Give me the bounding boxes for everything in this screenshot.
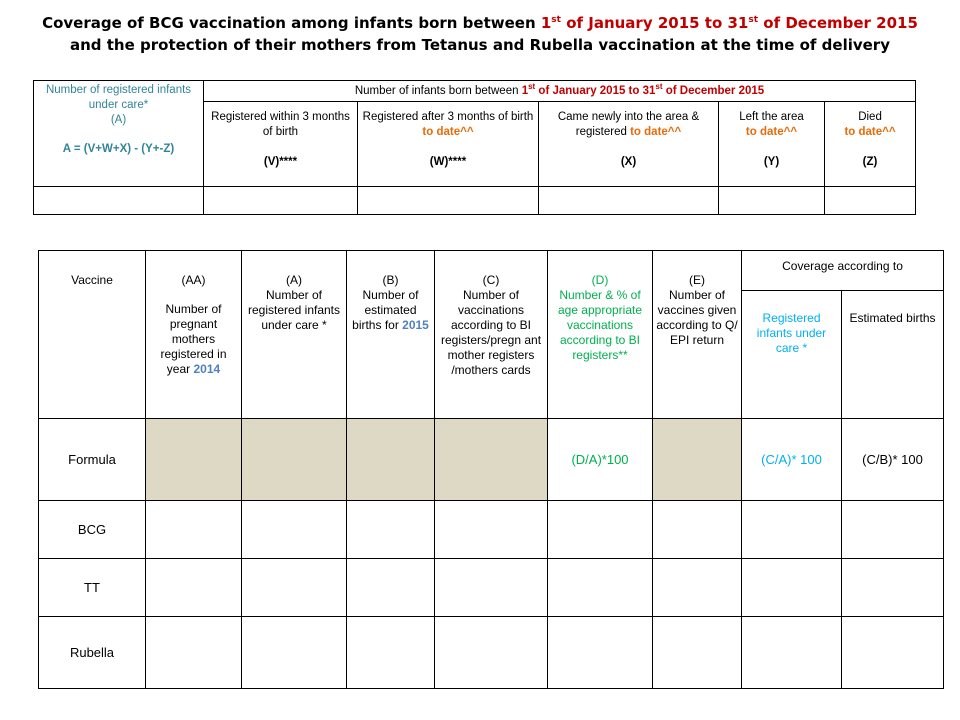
vaccination-coverage-table [38,250,944,689]
header-vaccine: Vaccine [39,251,146,419]
cell-formula-c [435,419,548,501]
header-registered-infants: Number of registered infants under care* (A) A = (V+W+X) - (Y+-Z) [34,81,204,187]
table-cell[interactable] [242,617,347,689]
formula-a: A = (V+W+X) - (Y+-Z) [62,143,175,155]
cell-z[interactable] [825,187,916,215]
cell-formula-b [347,419,435,501]
table-cell[interactable] [242,559,347,617]
cell-formula-registered: (C/A)* 100 [742,419,842,501]
header-aa: (AA) Number of pregnant mothers registered in year 2014 [146,251,242,419]
table-cell[interactable] [435,617,548,689]
cell-formula-a [242,419,347,501]
table-cell[interactable] [146,617,242,689]
table-cell[interactable] [742,617,842,689]
table-cell[interactable] [742,559,842,617]
title-text: Coverage of BCG vaccination among infants born between [42,14,541,32]
table-cell[interactable] [435,501,548,559]
header-v: Registered within 3 months of birth (V)**** [204,102,358,187]
table-cell[interactable] [347,559,435,617]
header-w: Registered after 3 months of birth to date^^ (W)**** [358,102,539,187]
table-cell[interactable] [435,559,548,617]
header-x: Came newly into the area & registered to date^^ (X) [539,102,719,187]
table-cell[interactable] [548,559,653,617]
cell-formula-e [653,419,742,501]
table-cell[interactable] [146,501,242,559]
table-cell[interactable] [347,501,435,559]
header-e: (E) Number of vaccines given according to Q/ EPI return [653,251,742,419]
header-z: Died to date^^ (Z) [825,102,916,187]
header-infants-born: Number of infants born between 1st of January 2015 to 31st of December 2015 [204,81,916,102]
cell-y[interactable] [719,187,825,215]
row-label-rubella: Rubella [39,617,146,689]
cell-v[interactable] [204,187,358,215]
table-cell[interactable] [653,501,742,559]
header-c: (C) Number of vaccinations according to BI registers/pregn ant mother registers /mothers cards [435,251,548,419]
header-coverage-estimated: Estimated births [842,291,944,419]
cell-formula-d: (D/A)*100 [548,419,653,501]
table-cell[interactable] [842,617,944,689]
table-cell[interactable] [347,617,435,689]
cell-formula-estimated: (C/B)* 100 [842,419,944,501]
row-label-bcg: BCG [39,501,146,559]
row-label-formula: Formula [39,419,146,501]
cell-formula-aa [146,419,242,501]
cell-w[interactable] [358,187,539,215]
table-cell[interactable] [548,501,653,559]
row-label-tt: TT [39,559,146,617]
cell-a[interactable] [34,187,204,215]
table-cell[interactable] [242,501,347,559]
table-cell[interactable] [842,501,944,559]
header-b: (B) Number of estimated births for 2015 [347,251,435,419]
table-cell[interactable] [742,501,842,559]
title-line-1 [0,12,960,34]
table-cell[interactable] [842,559,944,617]
table-cell[interactable] [548,617,653,689]
cell-x[interactable] [539,187,719,215]
document-title [0,12,960,56]
title-line-2: and the protection of their mothers from Tetanus and Rubella vaccination at the time of delivery [70,36,890,54]
table-cell[interactable] [653,559,742,617]
header-coverage-registered: Registered infants under care * [742,291,842,419]
header-y: Left the area to date^^ (Y) [719,102,825,187]
table-cell[interactable] [146,559,242,617]
title-date-start: 1st of January 2015 to 31st of December 2015 [540,14,918,32]
header-coverage: Coverage according to [742,251,944,291]
table-cell[interactable] [653,617,742,689]
registration-table [33,80,916,215]
header-d: (D) Number & % of age appropriate vaccinations according to BI registers** [548,251,653,419]
header-a: (A) Number of registered infants under care * [242,251,347,419]
